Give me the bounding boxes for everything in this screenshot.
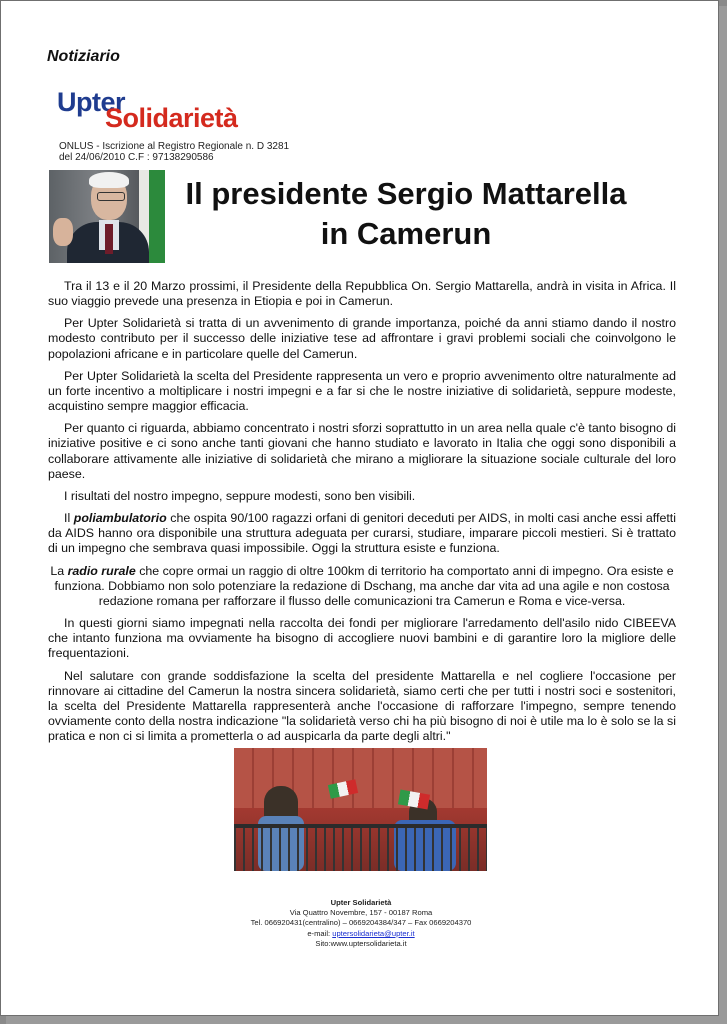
article-headline bbox=[141, 174, 671, 254]
children-with-flags-photo bbox=[234, 748, 487, 871]
paragraph-3: Per Upter Solidarietà la scelta del Presidente rappresenta un vero e proprio avvenimento oltre naturalmente ad un forte incentivo a moltiplicare i nostri impegni e a far si che le nostre iniziative di solidarietà, seppure modeste, acquistino sempre maggior efficacia. bbox=[48, 368, 676, 414]
paragraph-7-pre: La bbox=[50, 563, 68, 578]
paragraph-1: Tra il 13 e il 20 Marzo prossimi, il Presidente della Repubblica On. Sergio Mattarella, andrà in visita in Africa. Il suo viaggio prevede una presenza in Etiopia e poi in Camerun. bbox=[48, 279, 676, 309]
paragraph-6 bbox=[48, 511, 676, 556]
registration-line-1: ONLUS - Iscrizione al Registro Regionale n. D 3281 bbox=[59, 141, 290, 152]
paragraph-6-post: che ospita 90/100 ragazzi orfani di genitori deceduti per AIDS, in molti casi anche essi affetti da AIDS hanno ora disponibile una struttura adeguata per curarsi, studiare, imparare piccoli mestieri. Si è trattato di un impegno che sembrava quasi impossibile. Oggi la struttura esiste e funziona. bbox=[48, 511, 677, 556]
registration-line-2: del 24/06/2010 C.F : 97138290586 bbox=[59, 152, 214, 163]
radio-rurale-emphasis: radio rurale bbox=[67, 563, 136, 578]
photo-hand bbox=[53, 218, 73, 246]
footer-site: Sito:www.uptersolidarieta.it bbox=[315, 938, 407, 948]
headline-line-2: in Camerun bbox=[320, 216, 492, 251]
footer-org-name: Upter Solidarietà bbox=[330, 898, 392, 907]
logo-word-solidarieta: Solidarietà bbox=[105, 103, 238, 133]
section-title: Notiziario bbox=[47, 48, 120, 65]
footer-email-link[interactable]: uptersolidarieta@upter.it bbox=[332, 928, 415, 938]
poliambulatorio-emphasis: poliambulatorio bbox=[73, 511, 167, 526]
paragraph-6-pre: Il bbox=[64, 511, 74, 526]
paragraph-7 bbox=[48, 564, 676, 609]
page-shadow-right bbox=[719, 6, 727, 1024]
registration-info bbox=[59, 141, 289, 163]
article-body bbox=[48, 279, 676, 751]
photo-tie bbox=[105, 224, 113, 254]
footer-address: Via Quattro Novembre, 157 - 00187 Roma bbox=[289, 908, 433, 918]
paragraph-5: I risultati del nostro impegno, seppure modesti, sono ben visibili. bbox=[64, 488, 416, 503]
paragraph-2: Per Upter Solidarietà si tratta di un avvenimento di grande importanza, poiché da anni stiamo dando il nostro modesto contributo per il successo delle iniziative tese ad affrontare i gravi problemi sociali che coinvolgono le popolazioni africane e in particolare quelle del Camerun. bbox=[48, 316, 676, 361]
footer-email-line bbox=[161, 929, 561, 939]
page-shadow-bottom bbox=[6, 1016, 727, 1024]
paragraph-4: Per quanto ci riguarda, abbiamo concentrato i nostri sforzi soprattutto in un area nella quale c'è tanto bisogno di iniziative positive e ci sono anche tanti giovani che hanno studiato e lavorato in Italia che oggi sono disponibili a collaborare attivamente alle iniziative di solidarietà che mirano a migliorare la situazione sociale culturale del loro paese. bbox=[48, 421, 676, 481]
paragraph-8: In questi giorni siamo impegnati nella raccolta dei fondi per migliorare l'arredamento dell'asilo nido CIBEEVA che intanto funziona ma ovviamente ha bisogno di accogliere nuovi bambini e di garantire loro la migliore delle frequentazioni. bbox=[48, 616, 676, 661]
headline-line-1: Il presidente Sergio Mattarella bbox=[185, 176, 627, 211]
footer-email-label: e-mail: bbox=[307, 928, 333, 938]
photo-railing-bars bbox=[234, 828, 487, 871]
footer-phones: Tel. 066920431(centralino) – 0669204384/347 – Fax 0669204370 bbox=[250, 918, 472, 928]
upter-solidarieta-logo bbox=[55, 87, 295, 131]
photo-glasses bbox=[97, 192, 125, 201]
paragraph-7-post: che copre ormai un raggio di oltre 100km di territorio ha comportato anni di impegno. Ora esiste e funziona. Dobbiamo non solo potenziare la redazione di Dschang, ma anche dar vita ad una agile e non costosa redazione romana per rafforzare il flusso delle comunicazioni tra Camerun e Roma e vice-versa. bbox=[54, 563, 674, 608]
logo-word-upter: Upter bbox=[57, 87, 126, 117]
footer-contacts bbox=[161, 898, 561, 949]
photo-hair bbox=[89, 172, 129, 188]
paragraph-9: Nel salutare con grande soddisfazione la scelta del presidente Mattarella e nel cogliere l'occasione per rinnovare ai cittadine del Camerun la nostra sincera solidarietà, siamo certi che per tutti i nostri soci e sostenitori, la scelta del Presidente Mattarella rappresenterà anche l'occasione di rafforzare l'impegno, sempre tenendo ovviamente conto della nostra indicazione "la solidarietà verso chi ha più bisogno di noi è utile ma lo è solo se la si pratica e non ci si limita a prometterla o ad auspicarla da parte degli altri." bbox=[48, 668, 676, 743]
